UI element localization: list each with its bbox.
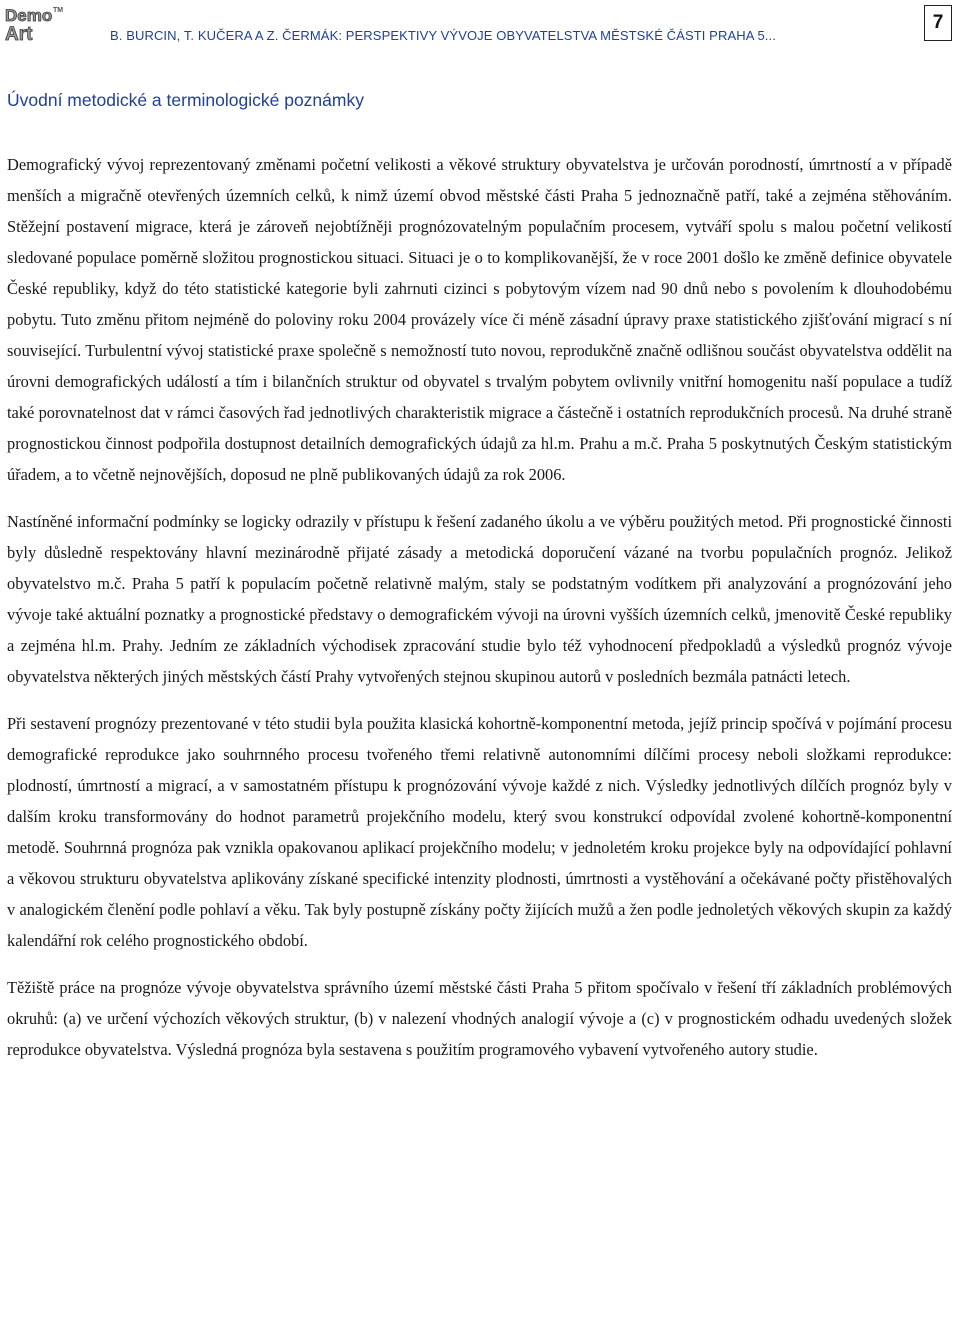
paragraph-4: Těžiště práce na prognóze vývoje obyvatelstva správního území městské části Praha 5 přitom spočívalo v řešení tří základních problémových okruhů: (a) ve určení výchozích věkových struktur, (b) v nalezení vhodných analogií vývoje a (c) v prognostickém odhadu uvedených složek reprodukce obyvatelstva. Výsledná prognóza byla sestavena s použitím programového vybavení vytvořeného autory studie. [7, 978, 952, 1059]
logo-text-bottom: Art [5, 24, 33, 44]
section-title: Úvodní metodické a terminologické poznámky [7, 90, 364, 110]
page-number: 7 [924, 5, 952, 41]
demoart-logo [4, 4, 68, 44]
running-header: B. BURCIN, T. KUČERA A Z. ČERMÁK: PERSPEKTIVY VÝVOJE OBYVATELSTVA MĚSTSKÉ ČÁSTI PRAHA 5... [110, 28, 776, 43]
body-text [7, 149, 952, 1081]
demoart-logo-graphic [4, 4, 68, 44]
logo-trademark: TM [53, 7, 64, 14]
paragraph-2: Nastíněné informační podmínky se logicky odrazily v přístupu k řešení zadaného úkolu a ve výběru použitých metod. Při prognostické činnosti byly důsledně respektovány hlavní mezinárodně přijaté zásady a metodická doporučení vázané na tvorbu populačních prognóz. Jelikož obyvatelstvo m.č. Praha 5 patří k populacím početně relativně malým, staly se podstatným vodítkem při analyzování a prognózování jeho vývoje také aktuální poznatky a prognostické představy o demografickém vývoji na úrovni vyšších územních celků, jmenovitě České republiky a zejména hl.m. Prahy. Jedním ze základních východisek zpracování studie bylo též vyhodnocení předpokladů a výsledků prognóz vývoje obyvatelstva některých jiných městských částí Prahy vytvořených stejnou skupinou autorů v posledních bezmála patnácti letech. [7, 512, 952, 686]
paragraph-1: Demografický vývoj reprezentovaný změnami početní velikosti a věkové struktury obyvatelstva je určován porodností, úmrtností a v případě menších a migračně otevřených územních celků, k nimž území obvod městské části Praha 5 jednoznačně patří, také a zejména stěhováním. Stěžejní postavení migrace, která je zároveň nejobtížněji prognózovatelným populačním procesem, vytváří spolu s malou početní velikostí sledované populace poměrně složitou prognostickou situaci. Situaci je o to komplikovanější, že v roce 2001 došlo ke změně definice obyvatele České republiky, když do této statistické kategorie byli zahrnuti cizinci s pobytovým vízem nad 90 dnů nebo s povolením k dlouhodobému pobytu. Tuto změnu přitom nejméně do poloviny roku 2004 provázely více či méně zásadní úpravy praxe statistického zjišťování migrací s ní související. Turbulentní vývoj statistické praxe společně s nemožností tuto novou, reprodukčně značně odlišnou součást obyvatelstva oddělit na úrovni demografických událostí a tím i bilančních struktur od obyvatel s trvalým pobytem ovlivnily vnitřní homogenitu naší populace a tudíž také porovnatelnost dat v rámci časových řad jednotlivých charakteristik migrace a částečně i ostatních reprodukčních procesů. Na druhé straně prognostickou činnost podpořila dostupnost detailních demografických údajů za hl.m. Prahu a m.č. Praha 5 poskytnutých Českým statistickým úřadem, a to včetně nejnovějších, doposud ne plně publikovaných údajů za rok 2006. [7, 155, 952, 484]
logo-text-top: Demo [5, 6, 53, 25]
paragraph-3: Při sestavení prognózy prezentované v této studii byla použita klasická kohortně-komponentní metoda, jejíž princip spočívá v pojímání procesu demografické reprodukce jako souhrnného procesu tvořeného třemi relativně autonomními dílčími procesy neboli složkami reprodukce: plodností, úmrtností a migrací, a v samostatném přístupu k prognózování vývoje každé z nich. Výsledky jednotlivých dílčích prognóz byly v dalším kroku transformovány do hodnot parametrů projekčního modelu, který svou konstrukcí odpovídal zvolené kohortně-komponentní metodě. Souhrnná prognóza pak vznikla opakovanou aplikací projekčního modelu; v jednoletém kroku projekce byly na odpovídající pohlavní a věkovou strukturu obyvatelstva aplikovány získané specifické intenzity plodnosti, úmrtnosti a vystěhování a očekávané počty přistěhovalých v analogickém členění podle pohlaví a věku. Tak byly postupně získány počty žijících mužů a žen podle jednoletých věkových skupin za každý kalendářní rok celého prognostického období. [7, 714, 952, 950]
